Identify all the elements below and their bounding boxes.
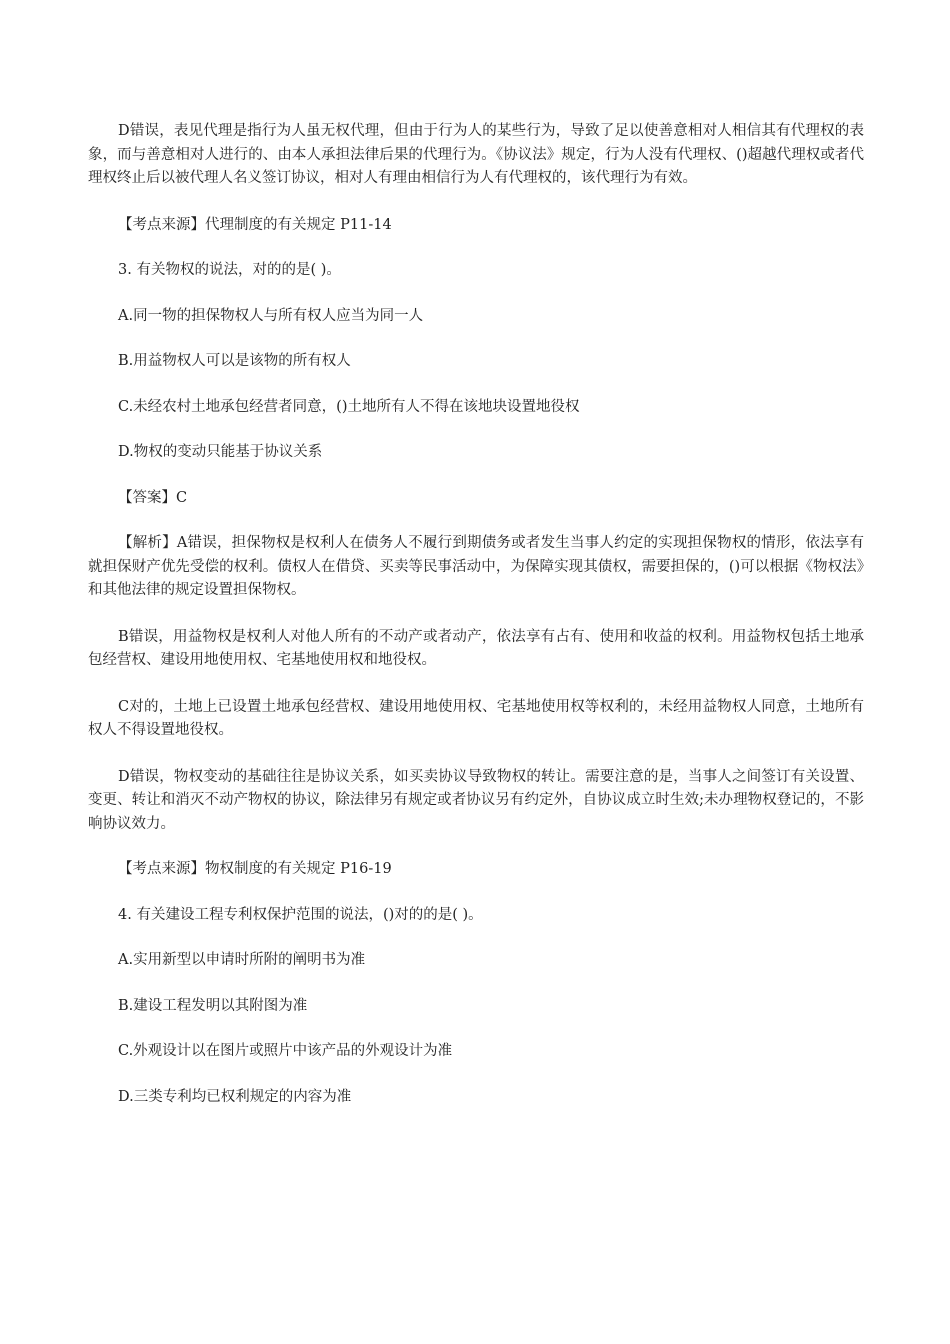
explanation-paragraph-d-apparent-agency: D错误，表见代理是指行为人虽无权代理，但由于行为人的某些行为，导致了足以使善意相对人相信其有代理权的表象，而与善意相对人进行的、由本人承担法律后果的代理行为。《协议法》规定，行为人没有代理权、()超越代理权或者代理权终止后以被代理人名义签订协议，相对人有理由相信行为人有代理权的，该代理行为有效。	[88, 123, 864, 186]
question-3-option-a: A.同一物的担保物权人与所有权人应当为同一人	[118, 307, 424, 324]
question-4-option-b: B.建设工程发明以其附图为准	[118, 997, 308, 1014]
question-3-analysis-d: D错误，物权变动的基础往往是协议关系，如买卖协议导致物权的转让。需要注意的是，当事人之间签订有关设置、变更、转让和消灭不动产物权的协议，除法律另有规定或者协议另有约定外，自协议成立时生效;未办理物权登记的，不影响协议效力。	[88, 768, 864, 832]
question-4-option-c: C.外观设计以在图片或照片中该产品的外观设计为准	[118, 1043, 453, 1059]
question-4-option-d: D.三类专利均已权利规定的内容为准	[118, 1088, 352, 1105]
source-reference-property: 【考点来源】物权制度的有关规定 P16-19	[118, 861, 392, 877]
question-4-option-a: A.实用新型以申请时所附的阐明书为准	[118, 952, 366, 968]
question-3-analysis-c: C对的，土地上已设置土地承包经营权、建设用地使用权、宅基地使用权等权利的，未经用益物权人同意，土地所有权人不得设置地役权。	[88, 698, 864, 738]
question-3-option-d: D.物权的变动只能基于协议关系	[118, 444, 323, 460]
question-3-option-b: B.用益物权人可以是该物的所有权人	[118, 353, 351, 369]
question-3-answer: 【答案】C	[118, 489, 188, 506]
question-3-analysis-a: 【解析】A错误，担保物权是权利人在债务人不履行到期债务或者发生当事人约定的实现担保物权的情形，依法享有就担保财产优先受偿的权利。债权人在借贷、买卖等民事活动中，为保障实现其债权，需要担保的，()可以根据《物权法》和其他法律的规定设置担保物权。	[88, 535, 864, 598]
question-3-analysis-b: B错误，用益物权是权利人对他人所有的不动产或者动产，依法享有占有、使用和收益的权利。用益物权包括土地承包经营权、建设用地使用权、宅基地使用权和地役权。	[88, 628, 864, 668]
source-reference-agency: 【考点来源】代理制度的有关规定 P11-14	[118, 216, 392, 233]
document-body	[88, 120, 864, 1109]
question-3-option-c: C.未经农村土地承包经营者同意，()土地所有人不得在该地块设置地役权	[118, 398, 580, 415]
question-4-stem: 4. 有关建设工程专利权保护范围的说法，()对的的是( )。	[118, 906, 483, 923]
question-3-stem: 3. 有关物权的说法，对的的是( )。	[118, 262, 341, 278]
